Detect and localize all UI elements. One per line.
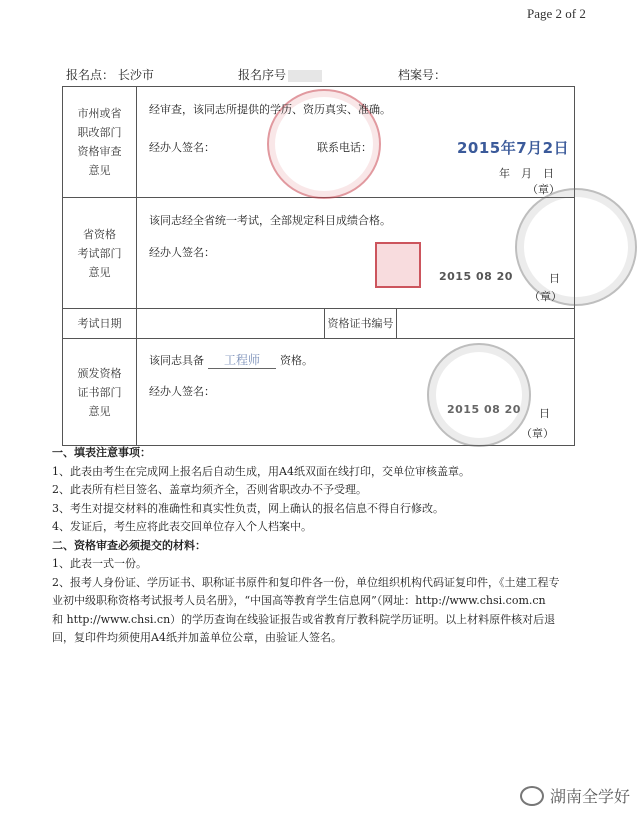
cert-number-value bbox=[397, 309, 575, 339]
notes-item: 2、报考人身份证、学历证书、职称证书原件和复印件各一份，单位组织机构代码证复印件，《土建工程专 bbox=[52, 575, 560, 589]
city-review-cell bbox=[137, 87, 575, 198]
location-label: 报名点： bbox=[66, 68, 115, 82]
issue-handwritten-date: 2015 08 20 bbox=[447, 403, 521, 416]
row-province-review bbox=[63, 198, 575, 309]
row-issue-review bbox=[63, 339, 575, 446]
issue-signer-label: 经办人签名： bbox=[149, 385, 215, 398]
notes-item: 4、发证后，考生应将此表交回单位存入个人档案中。 bbox=[52, 520, 312, 533]
city-date-suffix: 年 月 日 bbox=[499, 167, 554, 180]
row-exam bbox=[63, 309, 575, 339]
issue-seal-label: （章） bbox=[521, 427, 554, 440]
city-seal-label: （章） bbox=[527, 183, 560, 196]
province-signer-label: 经办人签名： bbox=[149, 246, 215, 259]
city-label-line: 资格审查 bbox=[77, 145, 122, 158]
location-field bbox=[66, 66, 154, 83]
city-label-line: 意见 bbox=[88, 164, 111, 177]
watermark bbox=[520, 784, 630, 807]
city-signer-label: 经办人签名： bbox=[149, 141, 215, 154]
notes-section2-title: 二、资格审查必须提交的材料： bbox=[52, 538, 206, 552]
province-review-cell bbox=[137, 198, 575, 309]
city-statement: 经审查，该同志所提供的学历、资历真实、准确。 bbox=[149, 103, 391, 116]
issue-suffix: 资格。 bbox=[280, 354, 313, 367]
seq-field bbox=[238, 66, 322, 83]
notes-item: 3、考生对提交材料的准确性和真实性负责，网上确认的报名信息不得自行修改。 bbox=[52, 501, 444, 515]
exam-date-value bbox=[137, 309, 325, 339]
province-label-line: 考试部门 bbox=[77, 246, 122, 260]
issue-row-label bbox=[63, 339, 137, 446]
issue-prefix: 该同志具备 bbox=[149, 354, 204, 367]
notes-item: 回，复印件均须使用A4纸并加盖单位公章，由验证人签名。 bbox=[52, 631, 342, 644]
seq-redacted bbox=[288, 70, 322, 82]
province-row-label bbox=[63, 198, 137, 309]
issue-label-line: 证书部门 bbox=[77, 385, 122, 399]
notes-section1-title: 一、填表注意事项： bbox=[52, 446, 151, 459]
notes-item: 1、此表由考生在完成网上报名后自动生成，用A4纸双面在线打印，交单位审核盖章。 bbox=[52, 464, 470, 478]
square-seal-stamp bbox=[375, 242, 421, 288]
location-value: 长沙市 bbox=[117, 68, 154, 82]
notes-item: 和 http://www.chsi.cn）的学历查询在线验证报告或省教育厅教科院学历证明。以上材料原件核对后退 bbox=[52, 612, 556, 626]
page-number: Page 2 of 2 bbox=[527, 6, 586, 21]
issue-review-cell bbox=[137, 339, 575, 446]
issue-date-suffix: 日 bbox=[539, 407, 550, 420]
province-label-line: 意见 bbox=[88, 265, 111, 279]
file-label: 档案号： bbox=[398, 68, 447, 82]
city-phone-label: 联系电话： bbox=[317, 141, 372, 154]
province-seal-label: （章） bbox=[529, 290, 562, 303]
wechat-icon bbox=[520, 786, 544, 806]
seq-label: 报名序号 bbox=[238, 68, 287, 82]
exam-date-label: 考试日期 bbox=[63, 309, 137, 339]
province-statement: 该同志经全省统一考试，全部规定科目成绩合格。 bbox=[149, 214, 391, 227]
province-date-suffix: 日 bbox=[549, 272, 560, 285]
watermark-text: 湖南全学好 bbox=[550, 787, 631, 806]
city-label-line: 职改部门 bbox=[77, 126, 122, 139]
notes-item: 1、此表一式一份。 bbox=[52, 557, 147, 570]
cert-number-label: 资格证书编号 bbox=[325, 309, 397, 339]
issue-label-line: 意见 bbox=[88, 404, 111, 418]
review-form-table bbox=[62, 86, 575, 446]
province-handwritten-date: 2015 08 20 bbox=[439, 270, 513, 283]
official-seal-stamp bbox=[427, 343, 531, 447]
city-handwritten-date: 2015年7月2日 bbox=[457, 139, 570, 157]
province-label-line: 省资格 bbox=[83, 227, 116, 241]
notes-item: 2、此表所有栏目签名、盖章均须齐全，否则省职改办不予受理。 bbox=[52, 483, 367, 496]
issue-label-line: 颁发资格 bbox=[77, 366, 122, 380]
issue-qualification: 工程师 bbox=[208, 351, 276, 369]
city-row-label bbox=[63, 87, 137, 198]
city-label-line: 市州或省 bbox=[77, 107, 122, 120]
instructions-notes bbox=[52, 444, 582, 648]
issue-statement bbox=[149, 351, 313, 369]
notes-item: 业初中级职称资格考试报考人员名册》，“中国高等教育学生信息网”（网址：http://www.chsi.com.cn bbox=[52, 594, 546, 607]
row-city-review bbox=[63, 87, 575, 198]
